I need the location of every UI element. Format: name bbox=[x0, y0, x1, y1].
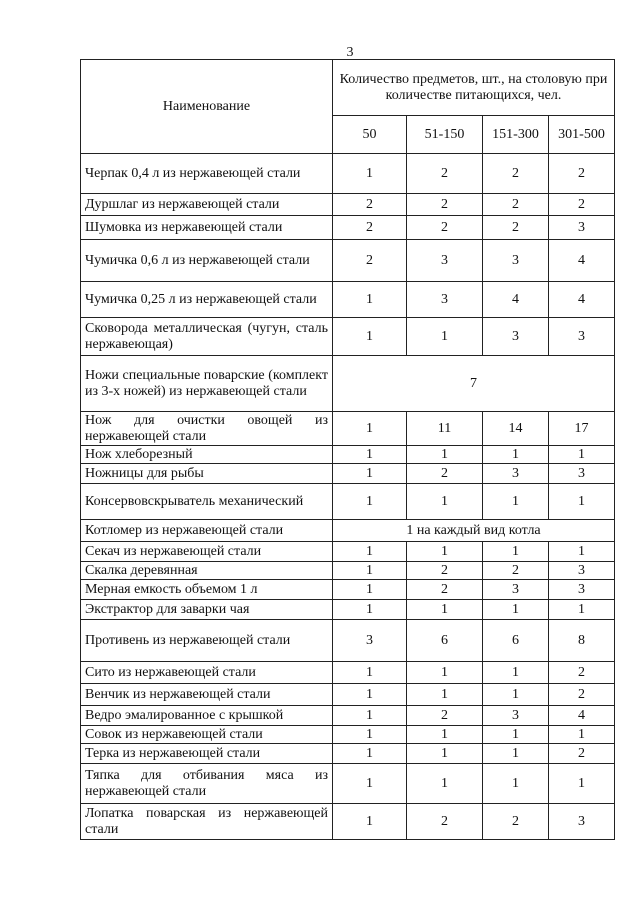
quantity-cell: 2 bbox=[549, 194, 615, 216]
quantity-cell: 4 bbox=[549, 282, 615, 318]
merged-quantity-cell: 1 на каждый вид котла bbox=[333, 520, 615, 542]
quantity-cell: 1 bbox=[333, 464, 407, 484]
table-row bbox=[81, 600, 615, 620]
item-name: Консервовскрыватель механический bbox=[81, 484, 333, 520]
quantity-cell: 3 bbox=[483, 240, 549, 282]
merged-quantity-cell: 7 bbox=[333, 356, 615, 412]
quantity-cell: 1 bbox=[407, 446, 483, 464]
quantity-cell: 1 bbox=[333, 706, 407, 726]
quantity-cell: 1 bbox=[549, 542, 615, 562]
quantity-cell: 1 bbox=[407, 542, 483, 562]
quantity-cell: 4 bbox=[549, 706, 615, 726]
quantity-cell: 2 bbox=[483, 804, 549, 840]
quantity-cell: 1 bbox=[333, 804, 407, 840]
quantity-cell: 3 bbox=[483, 580, 549, 600]
quantity-cell: 2 bbox=[407, 804, 483, 840]
quantity-cell: 1 bbox=[333, 580, 407, 600]
quantity-cell: 2 bbox=[549, 154, 615, 194]
quantity-cell: 3 bbox=[333, 620, 407, 662]
table-header bbox=[81, 60, 615, 154]
item-name: Ведро эмалированное с крышкой bbox=[81, 706, 333, 726]
table-row bbox=[81, 684, 615, 706]
quantity-cell: 1 bbox=[483, 764, 549, 804]
item-name: Тяпка для отбивания мяса из нержавеющей стали bbox=[81, 764, 333, 804]
name-column-header: Наименование bbox=[81, 60, 333, 154]
quantity-cell: 1 bbox=[549, 446, 615, 464]
quantity-cell: 1 bbox=[549, 764, 615, 804]
table-row bbox=[81, 240, 615, 282]
quantity-cell: 1 bbox=[549, 726, 615, 744]
item-name: Черпак 0,4 л из нержавеющей стали bbox=[81, 154, 333, 194]
quantity-cell: 2 bbox=[407, 580, 483, 600]
quantity-cell: 2 bbox=[407, 154, 483, 194]
table-row bbox=[81, 580, 615, 600]
quantity-cell: 1 bbox=[333, 726, 407, 744]
item-name: Мерная емкость объемом 1 л bbox=[81, 580, 333, 600]
page-number: 3 bbox=[346, 45, 354, 60]
table-row bbox=[81, 804, 615, 840]
item-name: Ножи специальные поварские (комплект из 3-х ножей) из нержавеющей стали bbox=[81, 356, 333, 412]
quantity-cell: 1 bbox=[407, 764, 483, 804]
quantity-cell: 1 bbox=[483, 600, 549, 620]
quantity-cell: 1 bbox=[483, 684, 549, 706]
quantity-cell: 2 bbox=[549, 744, 615, 764]
item-name: Ножницы для рыбы bbox=[81, 464, 333, 484]
table-row bbox=[81, 662, 615, 684]
quantity-cell: 1 bbox=[549, 484, 615, 520]
item-name: Дуршлаг из нержавеющей стали bbox=[81, 194, 333, 216]
quantity-cell: 1 bbox=[483, 662, 549, 684]
quantity-cell: 1 bbox=[333, 764, 407, 804]
quantity-cell: 1 bbox=[483, 744, 549, 764]
table-row bbox=[81, 706, 615, 726]
quantity-cell: 3 bbox=[549, 804, 615, 840]
table-row bbox=[81, 562, 615, 580]
quantity-cell: 4 bbox=[549, 240, 615, 282]
quantity-column-header: Количество предметов, шт., на столовую при количестве питающихся, чел. bbox=[333, 60, 615, 116]
table-row bbox=[81, 620, 615, 662]
table-row bbox=[81, 318, 615, 356]
quantity-cell: 1 bbox=[407, 662, 483, 684]
quantity-cell: 1 bbox=[483, 726, 549, 744]
quantity-cell: 1 bbox=[549, 600, 615, 620]
table-row bbox=[81, 282, 615, 318]
item-name: Терка из нержавеющей стали bbox=[81, 744, 333, 764]
item-name: Шумовка из нержавеющей стали bbox=[81, 216, 333, 240]
table-row bbox=[81, 412, 615, 446]
column-header-151-300: 151-300 bbox=[483, 116, 549, 154]
quantity-cell: 8 bbox=[549, 620, 615, 662]
quantity-cell: 2 bbox=[333, 240, 407, 282]
quantity-cell: 2 bbox=[407, 216, 483, 240]
item-name: Совок из нержавеющей стали bbox=[81, 726, 333, 744]
quantity-cell: 2 bbox=[407, 562, 483, 580]
item-name: Чумичка 0,6 л из нержавеющей стали bbox=[81, 240, 333, 282]
table-row bbox=[81, 194, 615, 216]
quantity-cell: 6 bbox=[407, 620, 483, 662]
quantity-cell: 2 bbox=[483, 194, 549, 216]
quantity-cell: 3 bbox=[407, 240, 483, 282]
quantity-cell: 17 bbox=[549, 412, 615, 446]
quantity-cell: 2 bbox=[483, 154, 549, 194]
quantity-cell: 4 bbox=[483, 282, 549, 318]
quantity-cell: 1 bbox=[407, 318, 483, 356]
item-name: Чумичка 0,25 л из нержавеющей стали bbox=[81, 282, 333, 318]
quantity-cell: 2 bbox=[407, 706, 483, 726]
quantity-cell: 2 bbox=[333, 216, 407, 240]
quantity-cell: 3 bbox=[549, 464, 615, 484]
table-row bbox=[81, 744, 615, 764]
column-header-301-500: 301-500 bbox=[549, 116, 615, 154]
quantity-cell: 1 bbox=[407, 684, 483, 706]
column-header-51-150: 51-150 bbox=[407, 116, 483, 154]
quantity-cell: 1 bbox=[333, 412, 407, 446]
item-name: Нож хлеборезный bbox=[81, 446, 333, 464]
quantity-cell: 3 bbox=[549, 318, 615, 356]
quantity-cell: 1 bbox=[333, 684, 407, 706]
quantity-cell: 3 bbox=[549, 562, 615, 580]
quantity-cell: 2 bbox=[407, 194, 483, 216]
quantity-cell: 1 bbox=[483, 484, 549, 520]
table-row bbox=[81, 154, 615, 194]
quantity-cell: 3 bbox=[549, 216, 615, 240]
inventory-table bbox=[80, 59, 615, 840]
quantity-cell: 3 bbox=[549, 580, 615, 600]
quantity-cell: 1 bbox=[333, 562, 407, 580]
table-row bbox=[81, 520, 615, 542]
quantity-cell: 1 bbox=[407, 744, 483, 764]
item-name: Лопатка поварская из нержавеющей стали bbox=[81, 804, 333, 840]
quantity-cell: 11 bbox=[407, 412, 483, 446]
quantity-cell: 1 bbox=[333, 446, 407, 464]
table-row bbox=[81, 484, 615, 520]
quantity-cell: 14 bbox=[483, 412, 549, 446]
quantity-cell: 3 bbox=[407, 282, 483, 318]
quantity-cell: 2 bbox=[407, 464, 483, 484]
table-row bbox=[81, 764, 615, 804]
quantity-cell: 6 bbox=[483, 620, 549, 662]
column-header-50: 50 bbox=[333, 116, 407, 154]
quantity-cell: 3 bbox=[483, 706, 549, 726]
table-row bbox=[81, 356, 615, 412]
quantity-cell: 2 bbox=[483, 216, 549, 240]
quantity-cell: 1 bbox=[483, 446, 549, 464]
item-name: Противень из нержавеющей стали bbox=[81, 620, 333, 662]
table-body bbox=[81, 154, 615, 840]
quantity-cell: 3 bbox=[483, 318, 549, 356]
table-row bbox=[81, 464, 615, 484]
quantity-cell: 1 bbox=[333, 318, 407, 356]
quantity-cell: 1 bbox=[333, 542, 407, 562]
table-row bbox=[81, 446, 615, 464]
quantity-cell: 1 bbox=[333, 600, 407, 620]
table-row bbox=[81, 726, 615, 744]
quantity-cell: 1 bbox=[333, 154, 407, 194]
item-name: Котломер из нержавеющей стали bbox=[81, 520, 333, 542]
quantity-cell: 1 bbox=[333, 744, 407, 764]
item-name: Нож для очистки овощей из нержавеющей стали bbox=[81, 412, 333, 446]
quantity-cell: 1 bbox=[333, 484, 407, 520]
quantity-cell: 1 bbox=[407, 600, 483, 620]
quantity-cell: 3 bbox=[483, 464, 549, 484]
quantity-cell: 2 bbox=[549, 684, 615, 706]
quantity-cell: 1 bbox=[333, 662, 407, 684]
quantity-cell: 2 bbox=[549, 662, 615, 684]
item-name: Скалка деревянная bbox=[81, 562, 333, 580]
quantity-cell: 2 bbox=[333, 194, 407, 216]
quantity-cell: 1 bbox=[333, 282, 407, 318]
item-name: Сито из нержавеющей стали bbox=[81, 662, 333, 684]
quantity-cell: 1 bbox=[483, 542, 549, 562]
item-name: Экстрактор для заварки чая bbox=[81, 600, 333, 620]
quantity-cell: 2 bbox=[483, 562, 549, 580]
table-row bbox=[81, 216, 615, 240]
quantity-cell: 1 bbox=[407, 726, 483, 744]
table-row bbox=[81, 542, 615, 562]
quantity-cell: 1 bbox=[407, 484, 483, 520]
item-name: Венчик из нержавеющей стали bbox=[81, 684, 333, 706]
item-name: Сковорода металлическая (чугун, сталь нержавеющая) bbox=[81, 318, 333, 356]
item-name: Секач из нержавеющей стали bbox=[81, 542, 333, 562]
